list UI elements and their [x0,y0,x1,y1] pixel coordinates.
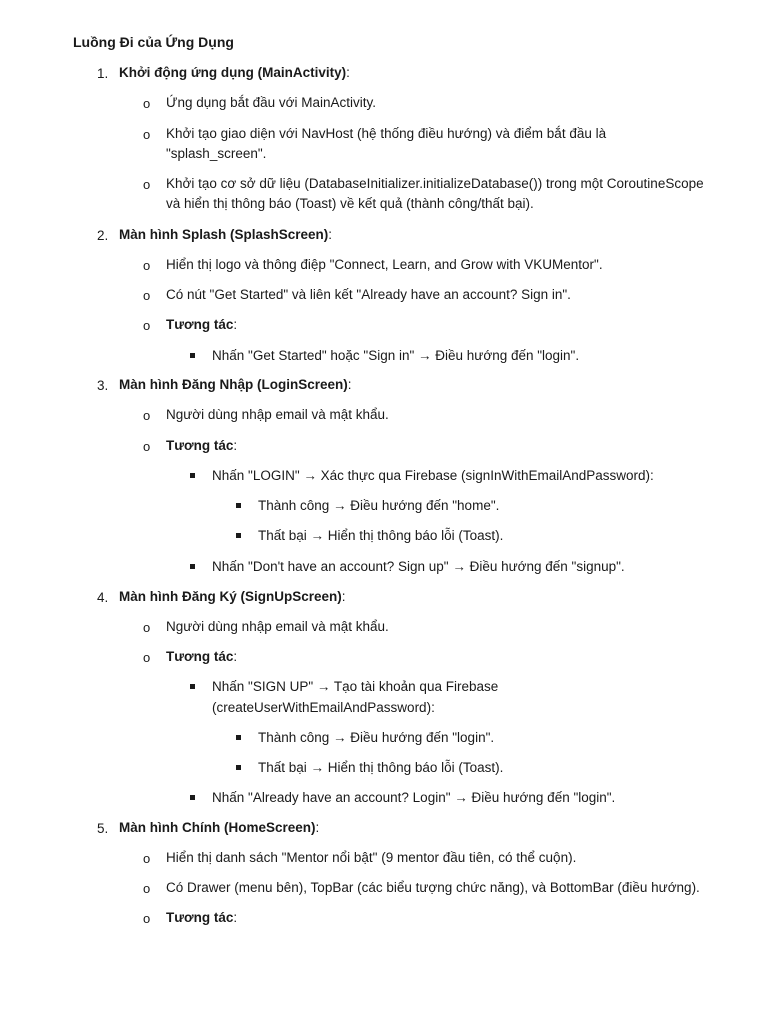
list-item-continuation: (createUserWithEmailAndPassword): [212,700,435,715]
section-heading: Màn hình Splash (SplashScreen): [119,227,333,242]
list-item: Thất bại → Hiển thị thông báo lỗi (Toast). [258,528,504,543]
list-item: Nhấn "Don't have an account? Sign up" → Điều hướng đến "signup". [212,559,625,574]
circle-bullet-icon: o [143,127,151,142]
interaction-label: Tương tác: [166,649,238,664]
section-number: 2. [97,228,109,243]
list-item: Ứng dụng bắt đầu với MainActivity. [166,95,376,110]
circle-bullet-icon: o [143,620,151,635]
circle-bullet-icon: o [143,650,151,665]
list-item: Nhấn "Already have an account? Login" → Điều hướng đến "login". [212,790,616,805]
circle-bullet-icon: o [143,258,151,273]
list-item: Nhấn "LOGIN" → Xác thực qua Firebase (signInWithEmailAndPassword): [212,468,654,483]
circle-bullet-icon: o [143,408,151,423]
section-number: 5. [97,821,109,836]
circle-bullet-icon: o [143,851,151,866]
square-bullet-icon [190,564,195,569]
circle-bullet-icon: o [143,911,151,926]
list-item: Hiển thị danh sách "Mentor nổi bật" (9 mentor đầu tiên, có thể cuộn). [166,850,577,865]
list-item-continuation: và hiển thị thông báo (Toast) về kết quả (thành công/thất bại). [166,196,534,211]
circle-bullet-icon: o [143,177,151,192]
square-bullet-icon [190,684,195,689]
list-item: Nhấn "Get Started" hoặc "Sign in" → Điều hướng đến "login". [212,348,580,363]
interaction-label: Tương tác: [166,438,238,453]
square-bullet-icon [190,353,195,358]
document-title: Luồng Đi của Ứng Dụng [73,34,234,50]
section-heading: Khởi động ứng dụng (MainActivity): [119,65,350,80]
circle-bullet-icon: o [143,318,151,333]
list-item: Thất bại → Hiển thị thông báo lỗi (Toast). [258,760,504,775]
list-item: Thành công → Điều hướng đến "home". [258,498,500,513]
circle-bullet-icon: o [143,96,151,111]
list-item: Khởi tạo cơ sở dữ liệu (DatabaseInitializer.initializeDatabase()) trong một CoroutineScope [166,176,704,191]
section-heading: Màn hình Đăng Nhập (LoginScreen): [119,377,352,392]
square-bullet-icon [190,473,195,478]
square-bullet-icon [190,795,195,800]
square-bullet-icon [236,533,241,538]
section-heading: Màn hình Đăng Ký (SignUpScreen): [119,589,346,604]
list-item: Người dùng nhập email và mật khẩu. [166,407,389,422]
section-number: 4. [97,590,109,605]
square-bullet-icon [236,503,241,508]
list-item: Có Drawer (menu bên), TopBar (các biểu tượng chức năng), và BottomBar (điều hướng). [166,880,700,895]
circle-bullet-icon: o [143,288,151,303]
interaction-label: Tương tác: [166,317,238,332]
section-number: 1. [97,66,109,81]
list-item: Có nút "Get Started" và liên kết "Already have an account? Sign in". [166,287,571,302]
list-item: Hiển thị logo và thông điệp "Connect, Learn, and Grow with VKUMentor". [166,257,603,272]
list-item: Thành công → Điều hướng đến "login". [258,730,495,745]
section-heading: Màn hình Chính (HomeScreen): [119,820,320,835]
interaction-label: Tương tác: [166,910,238,925]
section-number: 3. [97,378,109,393]
circle-bullet-icon: o [143,439,151,454]
list-item: Khởi tạo giao diện với NavHost (hệ thống điều hướng) và điểm bắt đầu là [166,126,607,141]
list-item-continuation: "splash_screen". [166,146,267,161]
square-bullet-icon [236,765,241,770]
circle-bullet-icon: o [143,881,151,896]
list-item: Nhấn "SIGN UP" → Tạo tài khoản qua Firebase [212,679,499,694]
square-bullet-icon [236,735,241,740]
list-item: Người dùng nhập email và mật khẩu. [166,619,389,634]
